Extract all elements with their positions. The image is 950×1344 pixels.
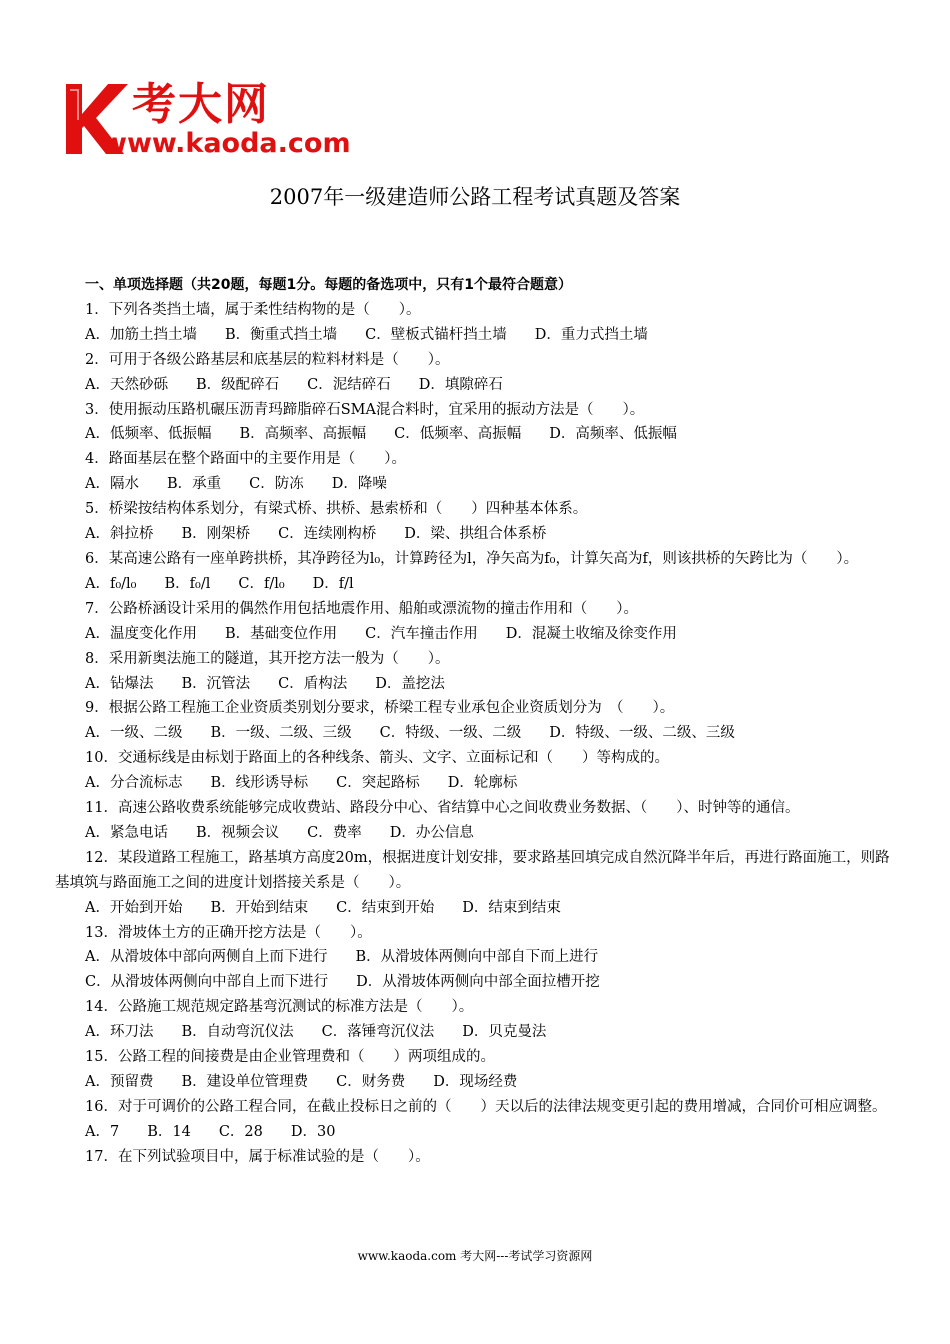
question-text: 14．公路施工规范规定路基弯沉测试的标准方法是（ ）。: [85, 999, 474, 1016]
question-text: 2．可用于各级公路基层和底基层的粒料材料是（ ）。: [85, 351, 450, 368]
option-item: D．梁、拱组合体系桥: [404, 526, 547, 543]
option-item: C．从滑坡体两侧向中部自上而下进行: [85, 974, 329, 991]
option-item: C．盾构法: [278, 675, 348, 692]
option-item: A．紧急电话: [85, 824, 168, 841]
option-item: B．级配碎石: [195, 376, 280, 393]
question-text: 5．桥梁按结构体系划分，有梁式桥、拱桥、悬索桥和（ ）四种基本体系。: [85, 501, 588, 518]
options-row: [55, 945, 895, 970]
question-text: 17．在下列试验项目中，属于标准试验的是（ ）。: [85, 1148, 430, 1165]
option-item: D．降噪: [331, 476, 387, 493]
options-row: [55, 522, 895, 547]
option-item: C．泥结碎石: [307, 376, 391, 393]
logo-brand-text: 考大网: [132, 79, 270, 130]
question-text: 12．某段道路工程施工，路基填方高度20m，根据进度计划安排，要求路基回填完成自然沉降半年后，再进行路面施工，则路基填筑与路面施工之间的进度计划搭接关系是（ ）。: [55, 849, 890, 891]
option-item: D．贝克曼法: [462, 1024, 547, 1041]
option-item: A．从滑坡体中部向两侧自上而下进行: [85, 949, 328, 966]
option-item: C．壁板式锚杆挡土墙: [365, 326, 507, 343]
page-footer: www.kaoda.com 考大网---考试学习资源网: [357, 1249, 593, 1263]
option-item: D．现场经费: [433, 1074, 518, 1090]
option-item: D．重力式挡土墙: [534, 326, 648, 343]
question-text: 11．高速公路收费系统能够完成收费站、路段分中心、省结算中心之间收费业务数据、（ ）、时钟等的通信。: [85, 800, 800, 817]
logo-url-text: www.kaoda.com: [102, 128, 351, 159]
question-text: 13．滑坡体土方的正确开挖方法是（ ）。: [85, 924, 372, 941]
options-row: [55, 672, 895, 697]
option-item: D．轮廓标: [447, 775, 518, 792]
option-item: D．填隙碎石: [418, 376, 503, 393]
option-item: A．加筋土挡土墙: [85, 326, 197, 343]
option-item: A．天然砂砾: [85, 376, 168, 393]
page-title: 2007年一级建造师公路工程考试真题及答案: [269, 185, 681, 209]
option-item: B．14: [147, 1123, 191, 1140]
option-item: A．开始到开始: [85, 899, 183, 916]
option-item: B．建设单位管理费: [181, 1074, 309, 1090]
option-item: C．f/l₀: [238, 575, 285, 592]
options-row: [55, 323, 895, 348]
options-row: [55, 771, 895, 796]
options-row: [55, 970, 895, 995]
kaoda-logo: [62, 80, 382, 160]
option-item: B．沉管法: [181, 675, 251, 692]
question-text: 1．下列各类挡土墙，属于柔性结构物的是（ ）。: [85, 301, 421, 318]
option-item: C．落锤弯沉仪法: [321, 1024, 435, 1041]
option-item: A．钻爆法: [85, 675, 154, 692]
option-item: A．隔水: [85, 476, 139, 493]
options-row: [55, 472, 895, 497]
option-item: A．低频率、低振幅: [85, 426, 212, 443]
options-row: [55, 1070, 895, 1095]
option-item: B．从滑坡体两侧向中部自下而上进行: [355, 949, 599, 966]
question-text: 10．交通标线是由标划于路面上的各种线条、箭头、文字、立面标记和（ ）等构成的。: [85, 750, 669, 767]
option-item: B．基础变位作用: [224, 625, 338, 642]
option-item: D．混凝土收缩及徐变作用: [505, 625, 677, 642]
options-row: [55, 572, 895, 597]
option-item: C．财务费: [336, 1074, 406, 1090]
options-row: [55, 1020, 895, 1045]
question-text: 4．路面基层在整个路面中的主要作用是（ ）。: [85, 451, 406, 468]
option-item: C．连续刚构桥: [278, 526, 377, 543]
option-item: D．办公信息: [389, 824, 474, 841]
option-item: D．30: [290, 1123, 336, 1140]
option-item: D．盖挖法: [375, 675, 445, 692]
option-item: A．温度变化作用: [85, 625, 197, 642]
option-item: B．一级、二级、三级: [210, 725, 352, 742]
options-row: [55, 721, 895, 746]
question-text: 3．使用振动压路机碾压沥青玛蹄脂碎石SMA混合料时，宜采用的振动方法是（ ）。: [85, 401, 645, 418]
option-item: B．承重: [166, 476, 222, 493]
option-item: A．分合流标志: [85, 775, 183, 792]
options-row: [55, 1120, 895, 1145]
option-item: D．特级、一级、二级、三级: [549, 725, 735, 742]
options-row: [55, 373, 895, 398]
question-text: 9．根据公路工程施工企业资质类别划分要求，桥梁工程专业承包企业资质划分为 （ ）。: [85, 700, 675, 717]
options-row: [55, 622, 895, 647]
option-item: A．环刀法: [85, 1024, 154, 1041]
option-item: B．自动弯沉仪法: [181, 1024, 294, 1041]
options-row: [55, 821, 895, 846]
option-item: C．结束到开始: [336, 899, 435, 916]
exam-content: [55, 273, 895, 1170]
option-item: A．斜拉桥: [85, 526, 154, 543]
option-item: D．高频率、低振幅: [549, 426, 677, 443]
option-item: A．预留费: [85, 1074, 154, 1090]
option-item: D．从滑坡体两侧向中部全面拉槽开挖: [356, 974, 600, 991]
option-item: D．结束到结束: [462, 899, 561, 916]
option-item: D．f/l: [312, 575, 354, 592]
option-item: C．费率: [307, 824, 362, 841]
question-text: 15．公路工程的间接费是由企业管理费和（ ）两项组成的。: [85, 1049, 495, 1066]
option-item: B．f₀/l: [164, 575, 211, 592]
option-item: C．28: [218, 1123, 263, 1140]
option-item: C．防冻: [249, 476, 304, 493]
options-row: [55, 896, 895, 921]
question-text: 8．采用新奥法施工的隧道，其开挖方法一般为（ ）。: [85, 650, 450, 667]
option-item: B．开始到结束: [210, 899, 309, 916]
option-item: B．高频率、高振幅: [239, 426, 367, 443]
question-text: 6．某高速公路有一座单跨拱桥，其净跨径为l₀，计算跨径为l，净矢高为f₀，计算矢高为f，则该拱桥的矢跨比为（ ）。: [85, 550, 859, 567]
option-item: B．线形诱导标: [210, 775, 309, 792]
option-item: A．一级、二级: [85, 725, 183, 742]
option-item: B．衡重式挡土墙: [224, 326, 338, 343]
option-item: B．视频会议: [195, 824, 280, 841]
option-item: A．7: [85, 1123, 120, 1140]
options-row: [55, 422, 895, 447]
question-text: 16．对于可调价的公路工程合同，在截止投标日之前的（ ）天以后的法律法规变更引起的费用增减，合同价可相应调整。: [85, 1098, 887, 1115]
option-item: C．低频率、高振幅: [394, 426, 522, 443]
option-item: C．突起路标: [336, 775, 420, 792]
question-text: 7．公路桥涵设计采用的偶然作用包括地震作用、船舶或漂流物的撞击作用和（ ）。: [85, 600, 638, 617]
option-item: C．特级、一级、二级: [379, 725, 522, 742]
option-item: A．f₀/l₀: [85, 575, 137, 592]
option-item: B．刚架桥: [181, 526, 251, 543]
option-item: C．汽车撞击作用: [365, 625, 478, 642]
section-header: 一、单项选择题（共20题，每题1分。每题的备选项中，只有1个最符合题意）: [85, 277, 572, 293]
